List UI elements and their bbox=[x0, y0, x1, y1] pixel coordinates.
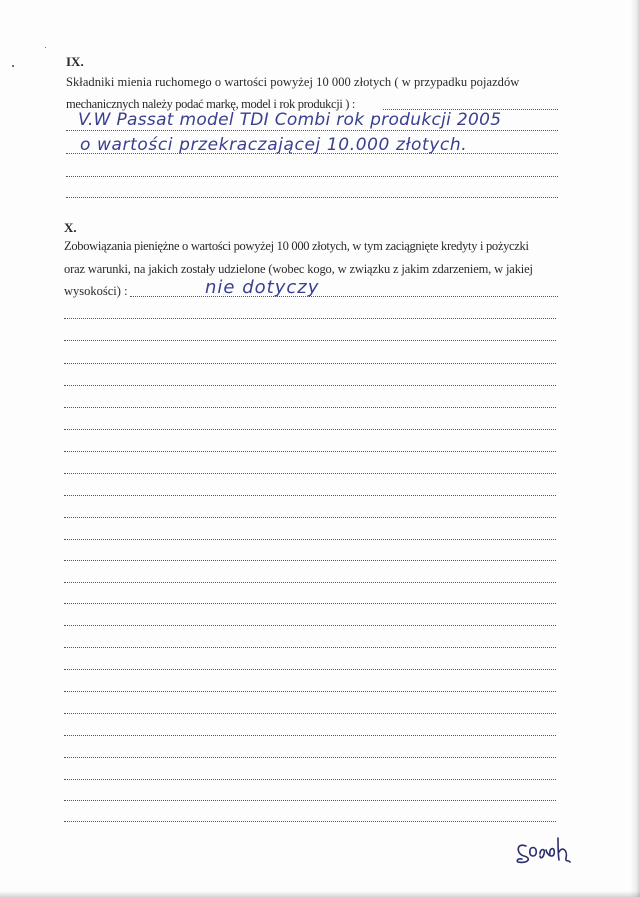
dotted-line bbox=[64, 582, 556, 583]
dotted-line bbox=[64, 603, 556, 604]
dotted-line bbox=[64, 757, 556, 758]
dotted-line bbox=[64, 451, 556, 452]
dotted-line bbox=[64, 407, 556, 408]
dotted-line bbox=[64, 517, 556, 518]
dotted-line bbox=[66, 176, 558, 177]
dotted-line bbox=[66, 130, 558, 131]
section-ix-text-line1: Składniki mienia ruchomego o wartości powyżej 10 000 złotych ( w przypadku pojazdów bbox=[66, 75, 520, 89]
dotted-line bbox=[64, 669, 556, 670]
handwritten-vehicle-line2: o wartości przekraczającej 10.000 złotych. bbox=[80, 135, 468, 155]
section-ix-text-line2: mechanicznych należy podać markę, model i rok produkcji ) : bbox=[66, 97, 355, 111]
scan-speck bbox=[45, 47, 46, 48]
dotted-line bbox=[66, 153, 558, 154]
dotted-line bbox=[64, 363, 556, 364]
section-x-heading: X. bbox=[64, 220, 77, 235]
dotted-line bbox=[64, 385, 556, 386]
dotted-line bbox=[64, 473, 556, 474]
dotted-line bbox=[64, 647, 556, 648]
scan-speck bbox=[12, 65, 14, 67]
handwritten-vehicle-line1: V.W Passat model TDI Combi rok produkcji 2005 bbox=[78, 110, 502, 130]
section-x-text-line2: oraz warunki, na jakich zostały udzielone (wobec kogo, w związku z jakim zdarzeniem, w jakiej bbox=[64, 262, 533, 276]
dotted-line bbox=[64, 539, 556, 540]
dotted-line bbox=[64, 340, 556, 341]
scan-bottom-shadow bbox=[0, 891, 640, 897]
dotted-line bbox=[130, 296, 558, 297]
handwritten-not-applicable: nie dotyczy bbox=[205, 277, 320, 298]
section-x-text-line3: wysokości) : bbox=[64, 284, 128, 298]
dotted-line bbox=[64, 713, 556, 714]
dotted-line bbox=[64, 495, 556, 496]
dotted-line bbox=[64, 821, 556, 822]
dotted-line bbox=[64, 625, 556, 626]
dotted-line bbox=[64, 691, 556, 692]
dotted-line bbox=[64, 318, 556, 319]
dotted-line bbox=[64, 735, 556, 736]
section-x-text-line1: Zobowiązania pieniężne o wartości powyżej 10 000 złotych, w tym zaciągnięte kredyty i pożyczki bbox=[64, 239, 529, 253]
dotted-line bbox=[64, 779, 556, 780]
signature-image bbox=[512, 832, 582, 866]
dotted-line bbox=[64, 429, 556, 430]
scan-edge-shadow bbox=[630, 0, 640, 897]
section-ix-heading: IX. bbox=[66, 54, 84, 69]
dotted-line bbox=[66, 197, 558, 198]
dotted-line bbox=[64, 560, 556, 561]
dotted-line bbox=[64, 800, 556, 801]
